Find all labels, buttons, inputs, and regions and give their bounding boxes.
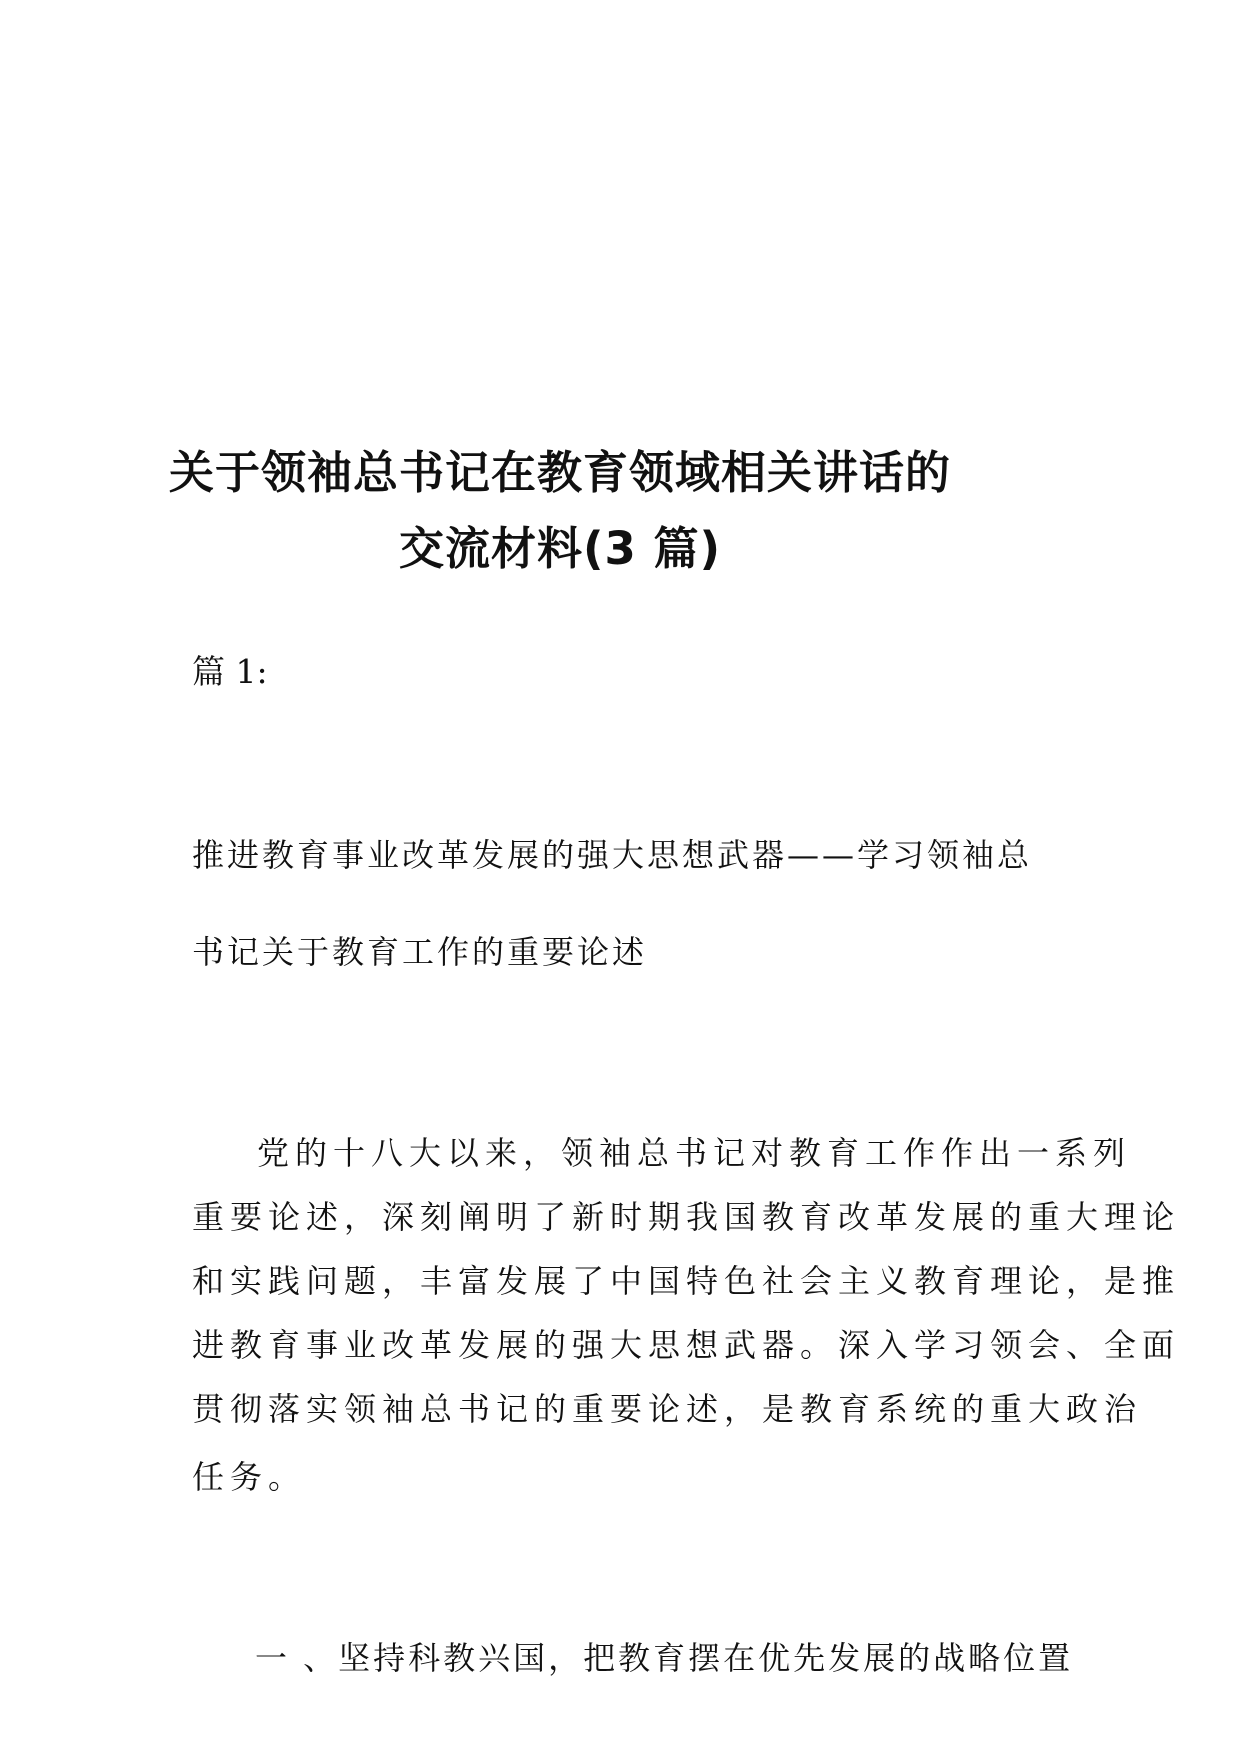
document-title-line-1: 关于领袖总书记在教育领域相关讲话的 [168,446,951,499]
paragraph-line: 党的十八大以来，领袖总书记对教育工作作出一系列 [257,1134,1132,1172]
article-subtitle-line-1: 推进教育事业改革发展的强大思想武器——学习领袖总 [192,836,1033,874]
paragraph-line: 任务。 [192,1458,307,1496]
article-subtitle-line-2: 书记关于教育工作的重要论述 [192,933,648,971]
section-label: 篇 1: [192,652,268,691]
paragraph-line: 和实践问题，丰富发展了中国特色社会主义教育理论，是推 [192,1262,1181,1300]
paragraph-line: 重要论述，深刻阐明了新时期我国教育改革发展的重大理论 [192,1198,1181,1236]
paragraph-line: 贯彻落实领袖总书记的重要论述，是教育系统的重大政治 [192,1390,1143,1428]
section-heading-1: 一 、坚持科教兴国，把教育摆在优先发展的战略位置 [255,1639,1074,1677]
paragraph-line: 进教育事业改革发展的强大思想武器。深入学习领会、全面 [192,1326,1181,1364]
document-title-line-2: 交流材料(3 篇) [398,522,722,575]
